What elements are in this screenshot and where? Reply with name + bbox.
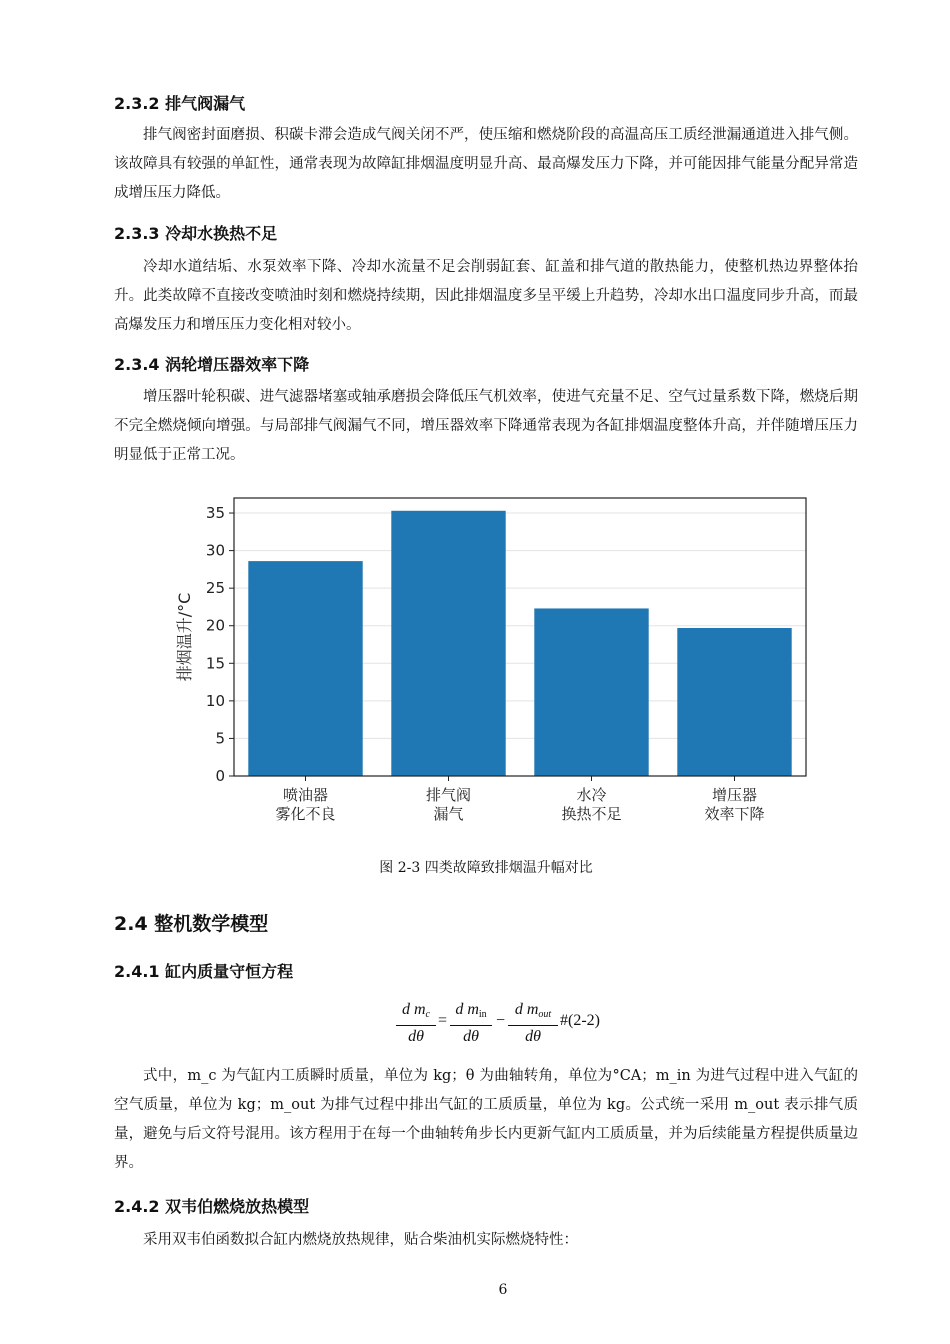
bar-chart bbox=[160, 490, 820, 835]
paragraph-double-wiebe: 采用双韦伯函数拟合缸内燃烧放热规律，贴合柴油机实际燃烧特性： bbox=[143, 1232, 578, 1248]
heading-2-4-2: 2.4.2 双韦伯燃烧放热模型 bbox=[114, 1197, 310, 1216]
minus-sign: − bbox=[496, 1012, 506, 1029]
x-tick-label-0-0: 喷油器 bbox=[282, 786, 329, 804]
x-tick-label-1-0: 排气阀 bbox=[425, 786, 472, 804]
y-tick-label-15: 15 bbox=[205, 654, 225, 673]
heading-2-3-2: 2.3.2 排气阀漏气 bbox=[114, 94, 246, 113]
fraction-dmin: d $m_{in}$ dθ bbox=[450, 1000, 492, 1048]
equation-number: #(2-2) bbox=[560, 1012, 600, 1029]
y-tick-label-25: 25 bbox=[205, 579, 225, 598]
y-tick-label-35: 35 bbox=[205, 504, 225, 523]
y-tick-label-20: 20 bbox=[205, 616, 225, 635]
y-tick-label-5: 5 bbox=[215, 729, 225, 748]
x-tick-label-2-1: 换热不足 bbox=[561, 805, 622, 823]
fraction-dmout: d $m_{out}$ dθ bbox=[508, 1000, 558, 1048]
heading-2-4: 2.4 整机数学模型 bbox=[114, 913, 269, 935]
paragraph-equation-explanation: 式中，m_c 为气缸内工质瞬时质量，单位为 kg；θ 为曲轴转角，单位为°CA；m_in 为进气过程中进入气缸的空气质量，单位为 kg；m_out 为排气过程中排出气缸的工质质量，单位为 kg。公式统一采用 m_out 表示排气质量，避免与后文符号混用。该方程用于在每一个曲轴转角步长内更新气缸内工质质量，并为后续能量方程提供质量边界。 bbox=[114, 1068, 858, 1171]
bar-3 bbox=[677, 628, 791, 776]
paragraph-turbocharger: 增压器叶轮积碳、进气滤器堵塞或轴承磨损会降低压气机效率，使进气充量不足、空气过量系数下降，燃烧后期不完全燃烧倾向增强。与局部排气阀漏气不同，增压器效率下降通常表现为各缸排烟温度整体升高，并伴随增压压力明显低于正常工况。 bbox=[114, 389, 858, 463]
y-tick-label-10: 10 bbox=[205, 691, 225, 710]
x-tick-label-2-0: 水冷 bbox=[576, 786, 607, 804]
bar-2 bbox=[534, 608, 648, 776]
y-tick-label-30: 30 bbox=[205, 541, 225, 560]
x-tick-label-1-1: 漏气 bbox=[433, 805, 464, 823]
x-tick-label-0-1: 雾化不良 bbox=[275, 805, 336, 823]
bar-0 bbox=[248, 561, 362, 776]
equals-sign: = bbox=[438, 1012, 448, 1029]
equation-mass-conservation bbox=[392, 998, 692, 1054]
heading-2-4-1: 2.4.1 缸内质量守恒方程 bbox=[114, 962, 294, 981]
y-axis-label: 排烟温升/°C bbox=[175, 592, 194, 682]
fraction-dmc: d $m_c$ dθ bbox=[396, 1000, 436, 1048]
figure-caption: 图 2-3 四类故障致排烟温升幅对比 bbox=[379, 860, 593, 876]
heading-2-3-4: 2.3.4 涡轮增压器效率下降 bbox=[114, 355, 310, 374]
x-tick-label-3-0: 增压器 bbox=[711, 786, 758, 804]
x-tick-label-3-1: 效率下降 bbox=[704, 805, 765, 823]
paragraph-exhaust-valve-leak: 排气阀密封面磨损、积碳卡滞会造成气阀关闭不严，使压缩和燃烧阶段的高温高压工质经泄漏通道进入排气侧。该故障具有较强的单缸性，通常表现为故障缸排烟温度明显升高、最高爆发压力下降，并可能因排气能量分配异常造成增压压力降低。 bbox=[114, 127, 858, 201]
y-tick-label-0: 0 bbox=[215, 767, 225, 785]
heading-2-3-3: 2.3.3 冷却水换热不足 bbox=[114, 224, 278, 243]
page-number: 6 bbox=[498, 1282, 508, 1298]
bar-1 bbox=[391, 511, 505, 776]
paragraph-cooling-water: 冷却水道结垢、水泵效率下降、冷却水流量不足会削弱缸套、缸盖和排气道的散热能力，使整机热边界整体抬升。此类故障不直接改变喷油时刻和燃烧持续期，因此排烟温度多呈平缓上升趋势，冷却水出口温度同步升高，而最高爆发压力和增压压力变化相对较小。 bbox=[114, 259, 858, 333]
